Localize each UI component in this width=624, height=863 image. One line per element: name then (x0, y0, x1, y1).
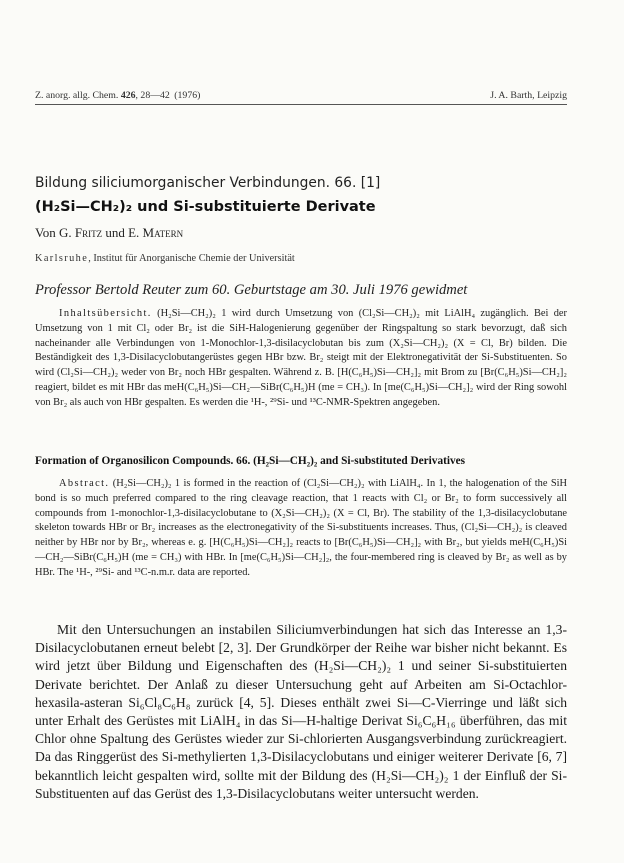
affiliation (35, 253, 295, 264)
abstract-text: (H₂Si—CH₂)₂ 1 is formed in the reaction of (Cl₂Si—CH₂)₂ with LiAlH₄. In 1, the halogenation of the SiH bond is so much preferred compared to the ring cleavage reaction, that 1 reacts with Cl₂ or Br₂ to form successively all compounds from 1-monochlor-1,3-disilacyclobutane to (X₂Si—CH₂)₂ (X = Cl, Br). The stability of the 1,3-disilacyclobutane skeleton towards HBr or Br₂ increases as the electronegativity of the Si-substituents increases. Thus, (Cl₂Si—CH₂)₂ is cleaved neither by HBr nor by Br₂, whereas e. g. [H(C₆H₅)Si—CH₂]₂ reacts to [Br(C₆H₅)Si—CH₂]₂ with Br₂, but yields meH(C₆H₅)Si—CH₂—SiBr(C₆H₅)H (me = CH₃) with HBr. In [me(C₆H₅)Si—CH₂]₂, the four-membered ring is cleaved by Br₂ as well as by HBr. The ¹H-, ²⁹Si- and ¹³C-n.m.r. data are reported. (35, 478, 567, 578)
author-conjunction: und (102, 225, 129, 240)
body-paragraph: Mit den Untersuchungen an instabilen Siliciumverbindungen hat sich das Interesse an 1,3-Disilacyclobutanen erneut belebt [2, 3]. Der Grundkörper der Reihe war bisher nicht bekannt. Es wird jetzt über Bildung und Eigenschaften des (H₂Si—CH₂)₂ 1 und seiner Si-substituierten Derivate berichtet. Der Anlaß zu dieser Untersuchung geht auf Arbeiten am Si-Octachlor-hexasila-asteran Si₆Cl₈C₆H₈ zurück [4, 5]. Dieses enthält zwei Si—C-Vierringe und läßt sich unter Erhalt des Gerüstes mit LiAlH₄ in das Si—H-haltige Derivat Si₆C₆H₁₆ überführen, das mit Chlor ohne Spaltung des Gerüstes wieder zur Si-chlorierten Ausgangsverbindung zurückreagiert. Da das Ringgerüst des Si-methylierten 1,3-Disilacyclobutans und einiger weiterer Derivate [6, 7] bekanntlich leicht gespalten wird, sollte mit der Bildung des (H₂Si—CH₂)₂ 1 der Einfluß der Si-Substituenten auf das Gerüst des 1,3-Disilacyclobutans weiter untersucht werden. (35, 622, 567, 801)
journal-citation (35, 90, 200, 101)
journal-volume: 426 (120, 90, 136, 101)
author-name: E. Matern (128, 225, 184, 240)
journal-year: (1976) (174, 90, 201, 101)
abstract-german (35, 307, 567, 411)
dedication: Professor Bertold Reuter zum 60. Geburtstage am 30. Juli 1976 gewidmet (35, 282, 468, 298)
author-name: G. Fritz (58, 225, 103, 240)
running-header (35, 90, 567, 105)
abstract-label: Inhaltsübersicht. (59, 308, 152, 319)
abstract-english (35, 477, 567, 581)
journal-name: Z. anorg. allg. Chem. (35, 90, 119, 101)
publisher: J. A. Barth, Leipzig (490, 90, 567, 101)
journal-pages: , 28—42 (135, 90, 170, 101)
english-title: Formation of Organosilicon Compounds. 66. (H₂Si—CH₂)₂ and Si-substituted Derivatives (35, 455, 466, 467)
series-title: Bildung siliciumorganischer Verbindungen. 66. [1] (35, 175, 381, 191)
author-prefix: Von (35, 225, 59, 240)
article-title: (H₂Si—CH₂)₂ und Si-substituierte Derivate (35, 199, 376, 215)
affiliation-institute: , Institut für Anorganische Chemie der Universität (88, 253, 295, 264)
abstract-label: Abstract. (59, 478, 110, 489)
affiliation-city: Karlsruhe (35, 253, 89, 264)
author-line (35, 225, 183, 241)
abstract-text: (H₂Si—CH₂)₂ 1 wird durch Umsetzung von (Cl₂Si—CH₂)₂ mit LiAlH₄ zugänglich. Bei der Umsetzung von 1 mit Cl₂ oder Br₂ ist die SiH-Halogenierung gegenüber der Ringspaltung so stark bevorzugt, daß sich nacheinander alle Verbindungen von 1-Monochlor-1,3-disilacyclobutan bis zum (X₂Si—CH₂)₂ (X = Cl, Br) bilden. Die Beständigkeit des 1,3-Disilacyclobutangerüstes gegen HBr bzw. Br₂ steigt mit der Elektronegativität der Si-Substituenten. So wird (Cl₂Si—CH₂)₂ weder von Br₂ noch HBr gespalten. Während z. B. [H(C₆H₅)Si—CH₂]₂ mit Brom zu [Br(C₆H₅)Si—CH₂]₂ reagiert, bildet es mit HBr das meH(C₆H₅)Si—CH₂—SiBr(C₆H₅)H (me = CH₃). In [me(C₆H₅)Si—CH₂]₂ wird der Ring sowohl von Br₂ als auch von HBr gespalten. Es werden die ¹H-, ²⁹Si- und ¹³C-NMR-Spektren angegeben. (35, 308, 567, 408)
